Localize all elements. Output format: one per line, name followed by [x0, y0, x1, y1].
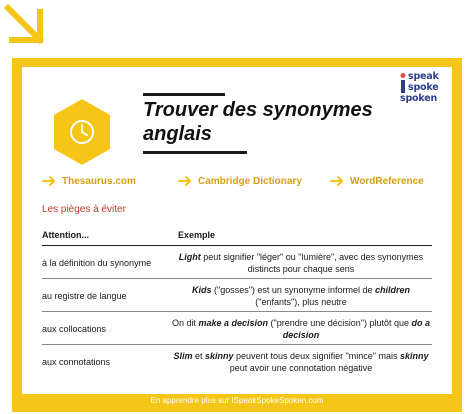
example-text [170, 284, 432, 308]
yellow-frame [12, 58, 462, 412]
title-line-1: Trouver des synonymes [143, 99, 373, 121]
link-label: Thesaurus.com [62, 175, 136, 187]
link-wordreference[interactable] [330, 173, 424, 189]
cell-example [170, 279, 432, 312]
brand-logo[interactable] [400, 71, 446, 121]
cell-attention: aux connotations [42, 356, 111, 367]
table-row [42, 279, 432, 312]
cell-example [170, 345, 432, 378]
header-exemple: Exemple [178, 230, 216, 240]
example-fragment: On dit [171, 317, 199, 328]
arrow-right-icon [330, 175, 344, 187]
section-label-pitfalls: Les pièges à éviter [42, 204, 126, 215]
cell-example [170, 246, 432, 279]
logo-i-icon [400, 73, 406, 93]
example-fragment: ("gosses") est un synonyme informel de [211, 284, 375, 295]
pitfalls-table [42, 224, 432, 378]
table-body [42, 246, 432, 378]
example-keyword: make a decision [198, 317, 269, 328]
example-keyword: Kids [192, 284, 212, 295]
table-row [42, 345, 432, 378]
example-fragment: ("enfants"), plus neutre [255, 296, 347, 307]
table-row [42, 246, 432, 279]
page-title [143, 98, 393, 146]
cell-attention: à la définition du synonyme [42, 257, 152, 268]
link-thesaurus[interactable] [42, 173, 136, 189]
example-fragment: peut signifier "léger" ou "lumière", avec des synonymes distincts pour chaque sens [200, 251, 424, 274]
link-cambridge[interactable] [178, 173, 302, 189]
arrow-down-right-icon [0, 0, 52, 52]
title-rule-bottom [143, 151, 247, 154]
example-fragment: peuvent tous deux signifier "mince" mais [233, 350, 400, 361]
content-card [22, 67, 452, 394]
title-rule-top [143, 93, 225, 96]
example-keyword: Slim [173, 350, 193, 361]
example-text [170, 251, 432, 275]
example-keyword: children [374, 284, 410, 295]
resource-links [42, 173, 442, 189]
footer-text[interactable]: En apprendre plus sur ISpeakSpokeSpoken.com [150, 396, 324, 405]
cell-attention: au registre de langue [42, 290, 127, 301]
example-fragment: ("prendre une décision") plutôt que [268, 317, 412, 328]
header-attention: Attention... [42, 230, 89, 240]
logo-line-speak: speak [408, 71, 439, 82]
example-text [170, 350, 432, 374]
example-keyword: do a decision [282, 317, 431, 340]
example-keyword: skinny [205, 350, 234, 361]
example-keyword: Light [178, 251, 201, 262]
clock-icon [51, 97, 113, 167]
example-text [170, 317, 432, 341]
example-fragment: et [192, 350, 205, 361]
example-keyword: skinny [400, 350, 429, 361]
arrow-right-icon [42, 175, 56, 187]
link-label: Cambridge Dictionary [198, 175, 302, 187]
table-header [42, 224, 432, 246]
link-label: WordReference [350, 175, 424, 187]
cell-example [170, 312, 432, 345]
logo-line-spoken: spoken [400, 93, 438, 104]
arrow-right-icon [178, 175, 192, 187]
cell-attention: aux collocations [42, 323, 107, 334]
logo-line-spoke: spoke [408, 82, 439, 93]
table-row [42, 312, 432, 345]
title-line-2: anglais [143, 123, 212, 145]
example-fragment: peut avoir une connotation négative [229, 362, 373, 373]
